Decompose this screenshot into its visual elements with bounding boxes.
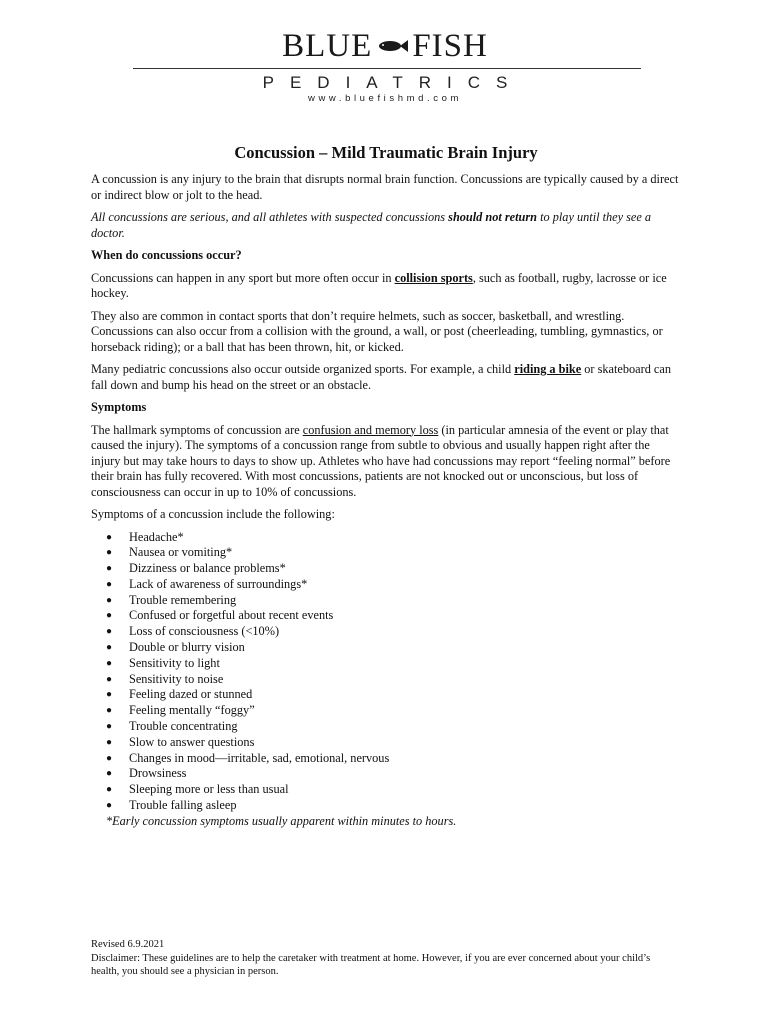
symptom-text: Slow to answer questions <box>129 734 255 749</box>
symptom-text: Nausea or vomiting* <box>129 545 233 560</box>
list-item <box>91 751 681 767</box>
list-item <box>91 640 681 656</box>
fish-icon <box>375 39 409 53</box>
revised-date: Revised 6.9.2021 <box>91 939 165 950</box>
symptom-text: Trouble falling asleep <box>129 798 237 813</box>
symptom-text: Trouble concentrating <box>129 719 238 734</box>
list-item <box>91 624 681 640</box>
symptom-text: Feeling mentally “foggy” <box>129 703 255 718</box>
list-item <box>91 703 681 719</box>
list-item <box>91 782 681 798</box>
when-p1-text-c: , such as football, rugby, lacrosse or ice hockey. <box>91 270 667 300</box>
when-paragraph-2 <box>91 309 681 356</box>
warning-text-a: All concussions are serious, and all athletes with suspected concussions <box>91 210 449 224</box>
list-item <box>91 577 681 593</box>
warning-paragraph <box>91 210 681 241</box>
website-url: www.bluefishmd.com <box>307 93 463 104</box>
list-item <box>91 798 681 814</box>
when-p1-text-a: Concussions can happen in any sport but more often occur in <box>91 270 395 285</box>
symptoms-intro: Symptoms of a concussion include the following: <box>91 507 335 521</box>
list-item <box>91 561 681 577</box>
symptoms-p1-text-a: The hallmark symptoms of concussion are <box>91 422 303 437</box>
bullet-icon: ● <box>106 689 113 701</box>
letterhead-divider <box>133 68 641 69</box>
brand-name-right: FISH <box>412 28 488 64</box>
bullet-icon: ● <box>106 752 113 764</box>
bullet-icon: ● <box>106 721 113 733</box>
when-paragraph-3 <box>91 362 681 393</box>
bullet-icon: ● <box>106 673 113 685</box>
when-p2-text: They also are common in contact sports that don’t require helmets, such as soccer, basketball, and wrestling. Concussions can also occur from a collision with the ground, a wall, or post (cheerleading, tumbling, gymnastics, or horseback riding); or a ball that has been thrown, hit, or kicked. <box>91 308 663 354</box>
bullet-icon: ● <box>106 768 113 780</box>
when-paragraph-1 <box>91 271 681 302</box>
list-item <box>91 719 681 735</box>
list-item <box>91 656 681 672</box>
symptom-text: Drowsiness <box>129 766 187 781</box>
symptom-text: Changes in mood—irritable, sad, emotional, nervous <box>129 750 390 765</box>
symptoms-note: *Early concussion symptoms usually apparent within minutes to hours. <box>106 813 457 828</box>
when-p3-text-a: Many pediatric concussions also occur outside organized sports. For example, a child <box>91 362 515 376</box>
symptom-text: Loss of consciousness (<10%) <box>129 624 280 639</box>
list-item <box>91 608 681 624</box>
symptom-text: Trouble remembering <box>129 592 237 607</box>
symptoms-p1-text-c: (in particular amnesia of the event or play that caused the injury). The symptoms of a concussion range from subtle to obvious and usually happen right after the injury but may take hours to days to show up. Athletes who have had concussions may report “feeling normal” before their brain has fully recovered. With most concussions, patients are not knocked out or unconscious, but loss of consciousness can occur in up to 10% of concussions. <box>91 422 671 499</box>
warning-text-c: to play until they see a doctor. <box>91 210 652 240</box>
bullet-icon: ● <box>106 736 113 748</box>
symptom-text: Feeling dazed or stunned <box>129 687 253 702</box>
list-item <box>91 735 681 751</box>
bullet-icon: ● <box>106 705 113 717</box>
symptom-text: Dizziness or balance problems* <box>129 561 286 576</box>
symptom-text: Sleeping more or less than usual <box>129 782 289 797</box>
bullet-icon: ● <box>106 547 113 559</box>
when-p3-text-c: or skateboard can fall down and bump his head on the street or an obstacle. <box>91 362 671 392</box>
symptom-text: Double or blurry vision <box>129 640 245 655</box>
footer <box>91 938 681 979</box>
intro-paragraph <box>91 172 681 203</box>
list-item <box>91 766 681 782</box>
when-heading: When do concussions occur? <box>91 248 242 262</box>
bullet-icon: ● <box>106 800 113 812</box>
bullet-icon: ● <box>106 578 113 590</box>
bullet-icon: ● <box>106 610 113 622</box>
disclaimer: Disclaimer: These guidelines are to help the caretaker with treatment at home. However, if you are ever concerned about your child’s health, you should see a physician in person. <box>91 952 651 977</box>
riding-bike-emphasis: riding a bike <box>514 362 582 376</box>
bullet-icon: ● <box>106 657 113 669</box>
list-item <box>91 545 681 561</box>
page-title: Concussion – Mild Traumatic Brain Injury <box>234 143 538 162</box>
symptom-text: Confused or forgetful about recent events <box>129 608 334 623</box>
collision-sports-emphasis: collision sports <box>394 270 473 285</box>
bullet-icon: ● <box>106 594 113 606</box>
intro-text: A concussion is any injury to the brain that disrupts normal brain function. Concussions are typically caused by a direct or indirect blow or jolt to the head. <box>91 172 679 202</box>
symptoms-heading: Symptoms <box>91 400 147 414</box>
symptoms-list <box>91 530 681 814</box>
brand-logo <box>0 28 770 64</box>
list-item <box>91 672 681 688</box>
symptoms-paragraph <box>91 423 681 501</box>
symptom-text: Lack of awareness of surroundings* <box>129 576 308 591</box>
symptom-text: Sensitivity to noise <box>129 671 224 686</box>
warning-emphasis: should not return <box>448 210 538 224</box>
symptom-text: Sensitivity to light <box>129 655 220 670</box>
bullet-icon: ● <box>106 531 113 543</box>
bullet-icon: ● <box>106 626 113 638</box>
brand-subtitle: PEDIATRICS <box>262 73 524 92</box>
bullet-icon: ● <box>106 642 113 654</box>
list-item <box>91 593 681 609</box>
bullet-icon: ● <box>106 563 113 575</box>
brand-name-left: BLUE <box>282 28 373 64</box>
confusion-memory-emphasis: confusion and memory loss <box>302 422 439 437</box>
bullet-icon: ● <box>106 784 113 796</box>
document-body <box>91 143 681 829</box>
symptom-text: Headache* <box>129 529 184 544</box>
letterhead <box>0 28 770 104</box>
list-item <box>91 530 681 546</box>
list-item <box>91 687 681 703</box>
